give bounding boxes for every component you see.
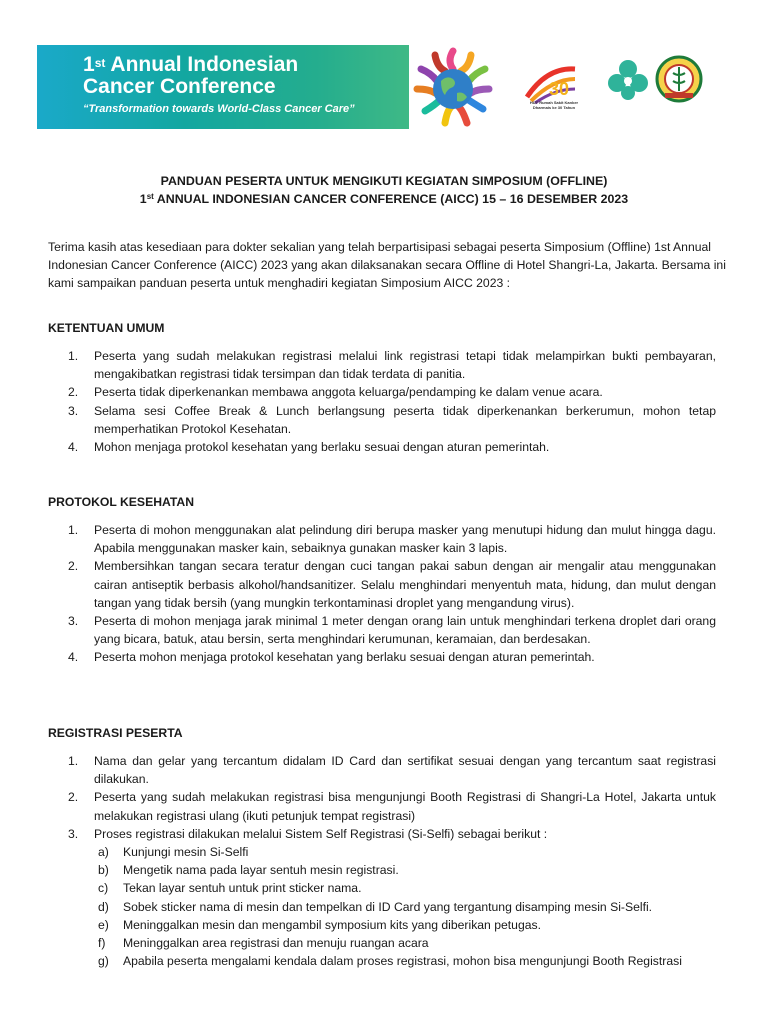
svg-text:30: 30 (549, 79, 570, 99)
sub-list-item: a) Kunjungi mesin Si-Selfi (98, 845, 249, 860)
list-item: 2. Membersihkan tangan secara teratur dengan cuci tangan pakai sabun dengan air mengalir atau menggunakan cairan antiseptik berbasis alkohol/handsanitizer. Selalu menghindari menyentuh mata, hidung, dan mulut dengan tangan yang tidak bersih (yang mungkin terkontaminasi droplet yang mengandung virus). (68, 559, 716, 610)
list-item: 3. Selama sesi Coffee Break & Lunch berlangsung peserta tidak diperkenankan berkerumun, mohon tetap memperhatikan Protokol Kesehatan. (68, 403, 716, 436)
list-item: 2. Peserta yang sudah melakukan registrasi bisa mengunjungi Booth Registrasi di Shangri-La Hotel, Jakarta untuk melakukan registrasi ulang (ikuti petunjuk tempat registrasi) (68, 790, 716, 823)
conference-banner (37, 45, 733, 129)
sub-list-item: b) Mengetik nama pada layar sentuh mesin registrasi. (98, 863, 399, 878)
sub-list-item: f) Meninggalkan area registrasi dan menuju ruangan acara (98, 936, 429, 951)
banner-title-line1: 1st Annual Indonesian (83, 53, 299, 76)
document-title: PANDUAN PESERTA UNTUK MENGIKUTI KEGIATAN SIMPOSIUM (OFFLINE) (160, 174, 608, 188)
list-item: 3. Proses registrasi dilakukan melalui Sistem Self Registrasi (Si-Selfi) sebagai berikut : (68, 826, 548, 841)
section-heading-protokol: PROTOKOL KESEHATAN (48, 495, 195, 509)
section-heading-registrasi: REGISTRASI PESERTA (48, 726, 183, 740)
list-item: 1. Peserta yang sudah melakukan registrasi melalui link registrasi tetapi tidak melampirkan bukti pembayaran, mengakibatkan registrasi tidak tersimpan dan tidak terdata di panitia. (68, 349, 716, 382)
intro-paragraph: Terima kasih atas kesediaan para dokter sekalian yang telah berpartisipasi sebagai peserta Simposium (Offline) 1st Annual Indonesian Cancer Conference (AICC) 2023 yang akan dilaksanakan secara Offline di Hotel Shangri-La, Jakarta. Bersama ini kami sampaikan panduan peserta untuk menghadiri kegiatan Simposium AICC 2023 : (48, 240, 726, 291)
banner-title-line2: Cancer Conference (83, 75, 276, 98)
list-item: 4. Peserta mohon menjaga protokol kesehatan yang berlaku sesuai dengan aturan pemerintah. (68, 650, 595, 665)
hut-30-logo (517, 55, 587, 121)
list-item: 3. Peserta di mohon menjaga jarak minimal 1 meter dengan orang lain untuk menghindari terkena droplet dari orang yang bicara, batuk, atau bersin, serta menghindari kerumunan, keramaian, dan berdesakan. (68, 614, 716, 647)
list-registrasi (48, 752, 716, 970)
hut-caption: HUT Rumah Sakit Kanker Dharmais ke 30 Tahun (529, 100, 579, 110)
list-ketentuan (48, 347, 716, 456)
list-protokol (48, 521, 716, 667)
globe-ribbons-icon (397, 47, 509, 127)
list-item: 2. Peserta tidak diperkenankan membawa anggota keluarga/pendamping ke dalam venue acara. (68, 385, 603, 400)
sub-list-item: d) Sobek sticker nama di mesin dan tempelkan di ID Card yang tergantung disamping mesin Si-Selfi. (98, 899, 653, 914)
list-item: 4. Mohon menjaga protokol kesehatan yang berlaku sesuai dengan aturan pemerintah. (68, 440, 550, 455)
section-heading-ketentuan: KETENTUAN UMUM (48, 321, 165, 335)
sub-list-item: g) Apabila peserta mengalami kendala dalam proses registrasi, mohon bisa mengunjungi Booth Registrasi (98, 954, 682, 969)
list-item: 1. Nama dan gelar yang tercantum didalam ID Card dan sertifikat sesuai dengan yang tercantum saat registrasi dilakukan. (68, 754, 716, 787)
banner-tagline: “Transformation towards World-Class Cancer Care” (83, 103, 355, 115)
sub-list-item: e) Meninggalkan mesin dan mengambil symposium kits yang diberikan petugas. (98, 917, 541, 932)
sub-list-item: c) Tekan layar sentuh untuk print sticker nama. (98, 881, 362, 896)
kemenkes-logo (605, 57, 651, 101)
list-item: 1. Peserta di mohon menggunakan alat pelindung diri berupa masker yang menutupi hidung dan mulut hingga dagu. Apabila menggunakan masker kain, sebaiknya gunakan masker kain 3 lapis. (68, 523, 716, 556)
hospital-seal-logo (655, 55, 703, 103)
document-subtitle: 1st ANNUAL INDONESIAN CANCER CONFERENCE (AICC) 15 – 16 DESEMBER 2023 (139, 192, 629, 206)
